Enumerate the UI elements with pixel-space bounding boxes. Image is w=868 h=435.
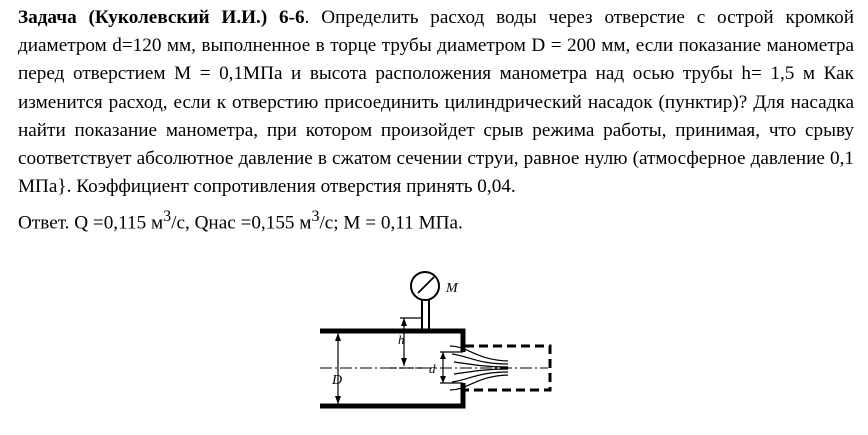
answer-sup-2: 3	[311, 208, 320, 226]
answer-part-1: Ответ. Q =0,115 м	[18, 212, 164, 234]
label-h: h	[398, 332, 405, 347]
label-M: M	[446, 281, 458, 296]
problem-paragraph	[18, 4, 854, 201]
answer-part-2: /с, Qнас =0,155 м	[171, 212, 312, 234]
pipe-orifice-diagram	[318, 266, 562, 430]
answer-line	[18, 203, 854, 237]
problem-document	[18, 4, 854, 238]
answer-part-3: /с; M = 0,11 МПа.	[319, 212, 463, 234]
label-D: D	[332, 373, 343, 388]
problem-title: Задача (Куколевский И.И.) 6-6	[18, 7, 305, 28]
manometer-tube	[422, 300, 429, 330]
problem-text: Определить расход воды через отверстие с острой кромкой диаметром d=120 мм, выполненное в торце трубы диаметром D = 200 мм, если показание манометра перед отверстием M = 0,1МПа и высота расположения манометра над осью трубы h= 1,5 м Как изменится расход, если к отверстию присоединить цилиндрический насадок (пунктир)? Для насадка найти показание манометра, при котором произойдет срыв режима работы, принимая, что срыву соответствует абсолютное давление в сжатом сечении струи, равное нулю (атмосферное давление 0,1 МПа}. Коэффициент сопротивления отверстия принять 0,04.	[18, 7, 855, 198]
answer-sup-1: 3	[163, 208, 172, 226]
problem-title-dot: .	[304, 7, 310, 28]
label-d: d	[429, 361, 436, 376]
